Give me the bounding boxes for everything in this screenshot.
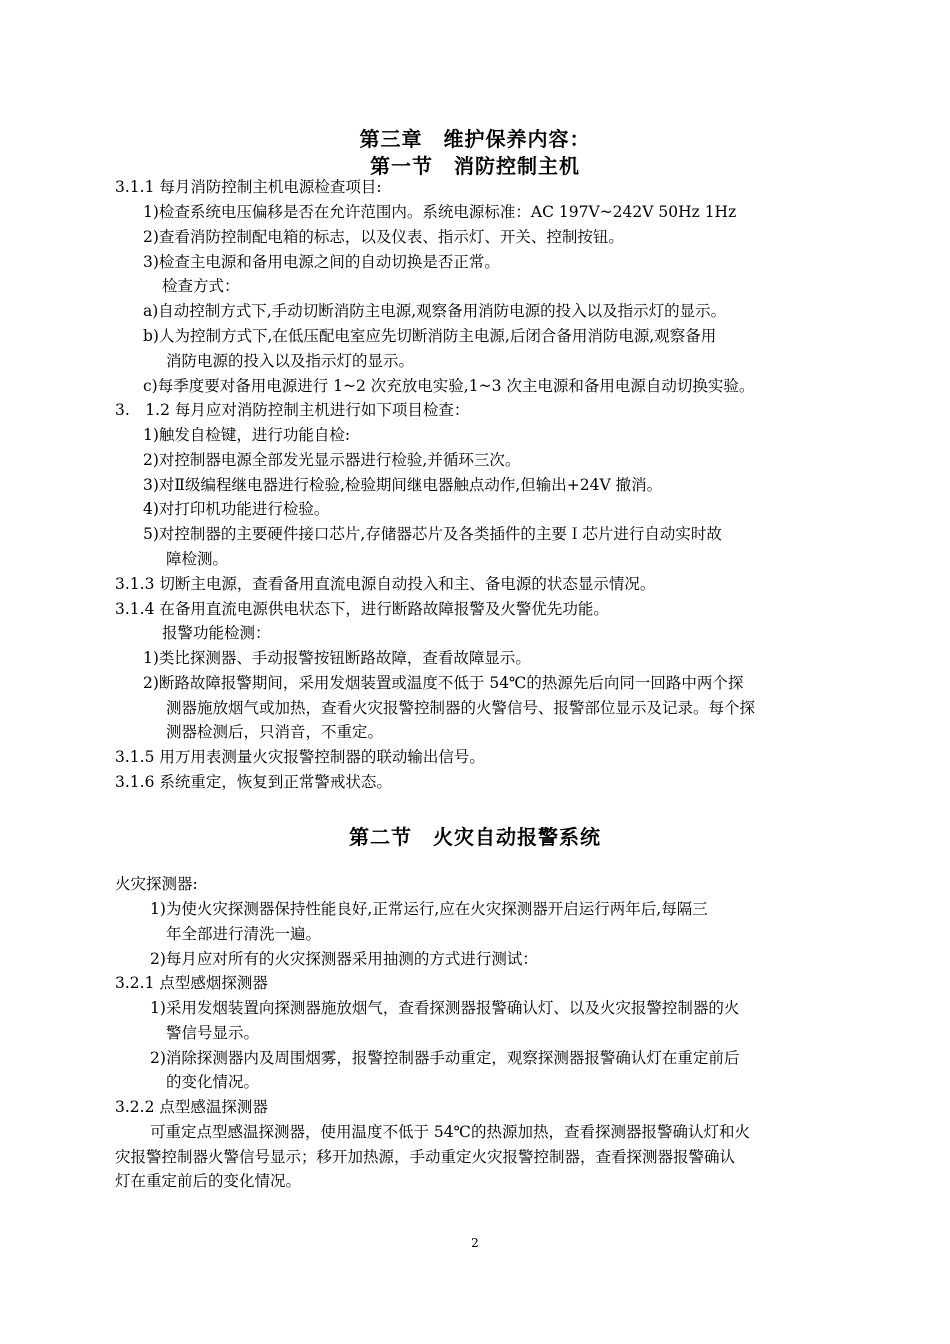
text-line: 3.1.1 每月消防控制主机电源检查项目: xyxy=(115,178,382,196)
text-line: 3.1.6 系统重定，恢复到正常警戒状态。 xyxy=(115,773,392,791)
text-line: 可重定点型感温探测器，使用温度不低于 54℃的热源加热，查看探测器报警确认灯和火 xyxy=(150,1123,750,1141)
text-line: 1)为使火灾探测器保持性能良好,正常运行,应在火灾探测器开启运行两年后,每隔三 xyxy=(150,900,708,918)
text-line: 3)对Ⅱ级编程继电器进行检验,检验期间继电器触点动作,但输出+24V 撤消。 xyxy=(143,476,663,494)
text-line: 2)对控制器电源全部发光显示器进行检验,并循环三次。 xyxy=(143,451,521,469)
text-line: 3.1.3 切断主电源，查看备用直流电源自动投入和主、备电源的状态显示情况。 xyxy=(115,575,656,593)
text-line: 报警功能检测： xyxy=(162,624,271,642)
chapter-heading: 第三章 维护保养内容： xyxy=(359,127,591,151)
text-line: 1)触发自检键，进行功能自检: xyxy=(143,426,351,444)
text-line: 年全部进行清洗一遍。 xyxy=(166,925,322,943)
text-line: 3. 1.2 每月应对消防控制主机进行如下项目检查： xyxy=(115,401,470,419)
text-line: 2)每月应对所有的火灾探测器采用抽测的方式进行测试： xyxy=(150,950,538,968)
text-line: 障检测。 xyxy=(166,550,229,568)
text-line: 1)类比探测器、手动报警按钮断路故障，查看故障显示。 xyxy=(143,649,531,667)
text-line: b)人为控制方式下,在低压配电室应先切断消防主电源,后闭合备用消防电源,观察备用 xyxy=(143,327,717,345)
text-line: 4)对打印机功能进行检验。 xyxy=(143,500,330,518)
page-number: 2 xyxy=(471,1236,479,1250)
text-line: 3.2.1 点型感烟探测器 xyxy=(115,974,268,992)
text-line: 1)采用发烟装置向探测器施放烟气，查看探测器报警确认灯、以及火灾报警控制器的火 xyxy=(150,999,740,1017)
text-line: 的变化情况。 xyxy=(166,1073,260,1091)
text-line: 灯在重定前后的变化情况。 xyxy=(115,1172,302,1190)
text-line: 灾报警控制器火警信号显示；移开加热源，手动重定火灾报警控制器，查看探测器报警确认 xyxy=(115,1148,736,1166)
text-line: 1)检查系统电压偏移是否在允许范围内。系统电源标准：AC 197V~242V 50Hz 1Hz xyxy=(143,203,737,221)
section-heading: 第一节 消防控制主机 xyxy=(370,154,580,178)
text-line: 警信号显示。 xyxy=(166,1024,260,1042)
text-line: 2)消除探测器内及周围烟雾，报警控制器手动重定，观察探测器报警确认灯在重定前后 xyxy=(150,1049,740,1067)
text-line: a)自动控制方式下,手动切断消防主电源,观察备用消防电源的投入以及指示灯的显示。 xyxy=(143,302,727,320)
text-line: 2)断路故障报警期间，采用发烟装置或温度不低于 54℃的热源先后向同一回路中两个探 xyxy=(143,674,744,692)
text-line: 3.2.2 点型感温探测器 xyxy=(115,1098,268,1116)
text-line: 5)对控制器的主要硬件接口芯片,存储器芯片及各类插件的主要Ｉ芯片进行自动实时故 xyxy=(143,525,722,543)
text-line: 3.1.4 在备用直流电源供电状态下，进行断路故障报警及火警优先功能。 xyxy=(115,600,609,618)
section-heading: 第二节 火灾自动报警系统 xyxy=(349,825,601,849)
text-line: 消防电源的投入以及指示灯的显示。 xyxy=(166,352,415,370)
text-line: 检查方式： xyxy=(162,277,240,295)
text-line: 测器施放烟气或加热，查看火灾报警控制器的火警信号、报警部位显示及记录。每个探 xyxy=(166,699,756,717)
text-line: 3.1.5 用万用表测量火灾报警控制器的联动输出信号。 xyxy=(115,748,485,766)
text-line: 测器检测后，只消音，不重定。 xyxy=(166,723,384,741)
text-line: c)每季度要对备用电源进行 1~2 次充放电实验,1~3 次主电源和备用电源自动切换实验。 xyxy=(143,377,755,395)
text-line: 2)查看消防控制配电箱的标志，以及仪表、指示灯、开关、控制按钮。 xyxy=(143,228,624,246)
text-line: 3)检查主电源和备用电源之间的自动切换是否正常。 xyxy=(143,253,500,271)
text-line: 火灾探测器: xyxy=(115,875,198,893)
